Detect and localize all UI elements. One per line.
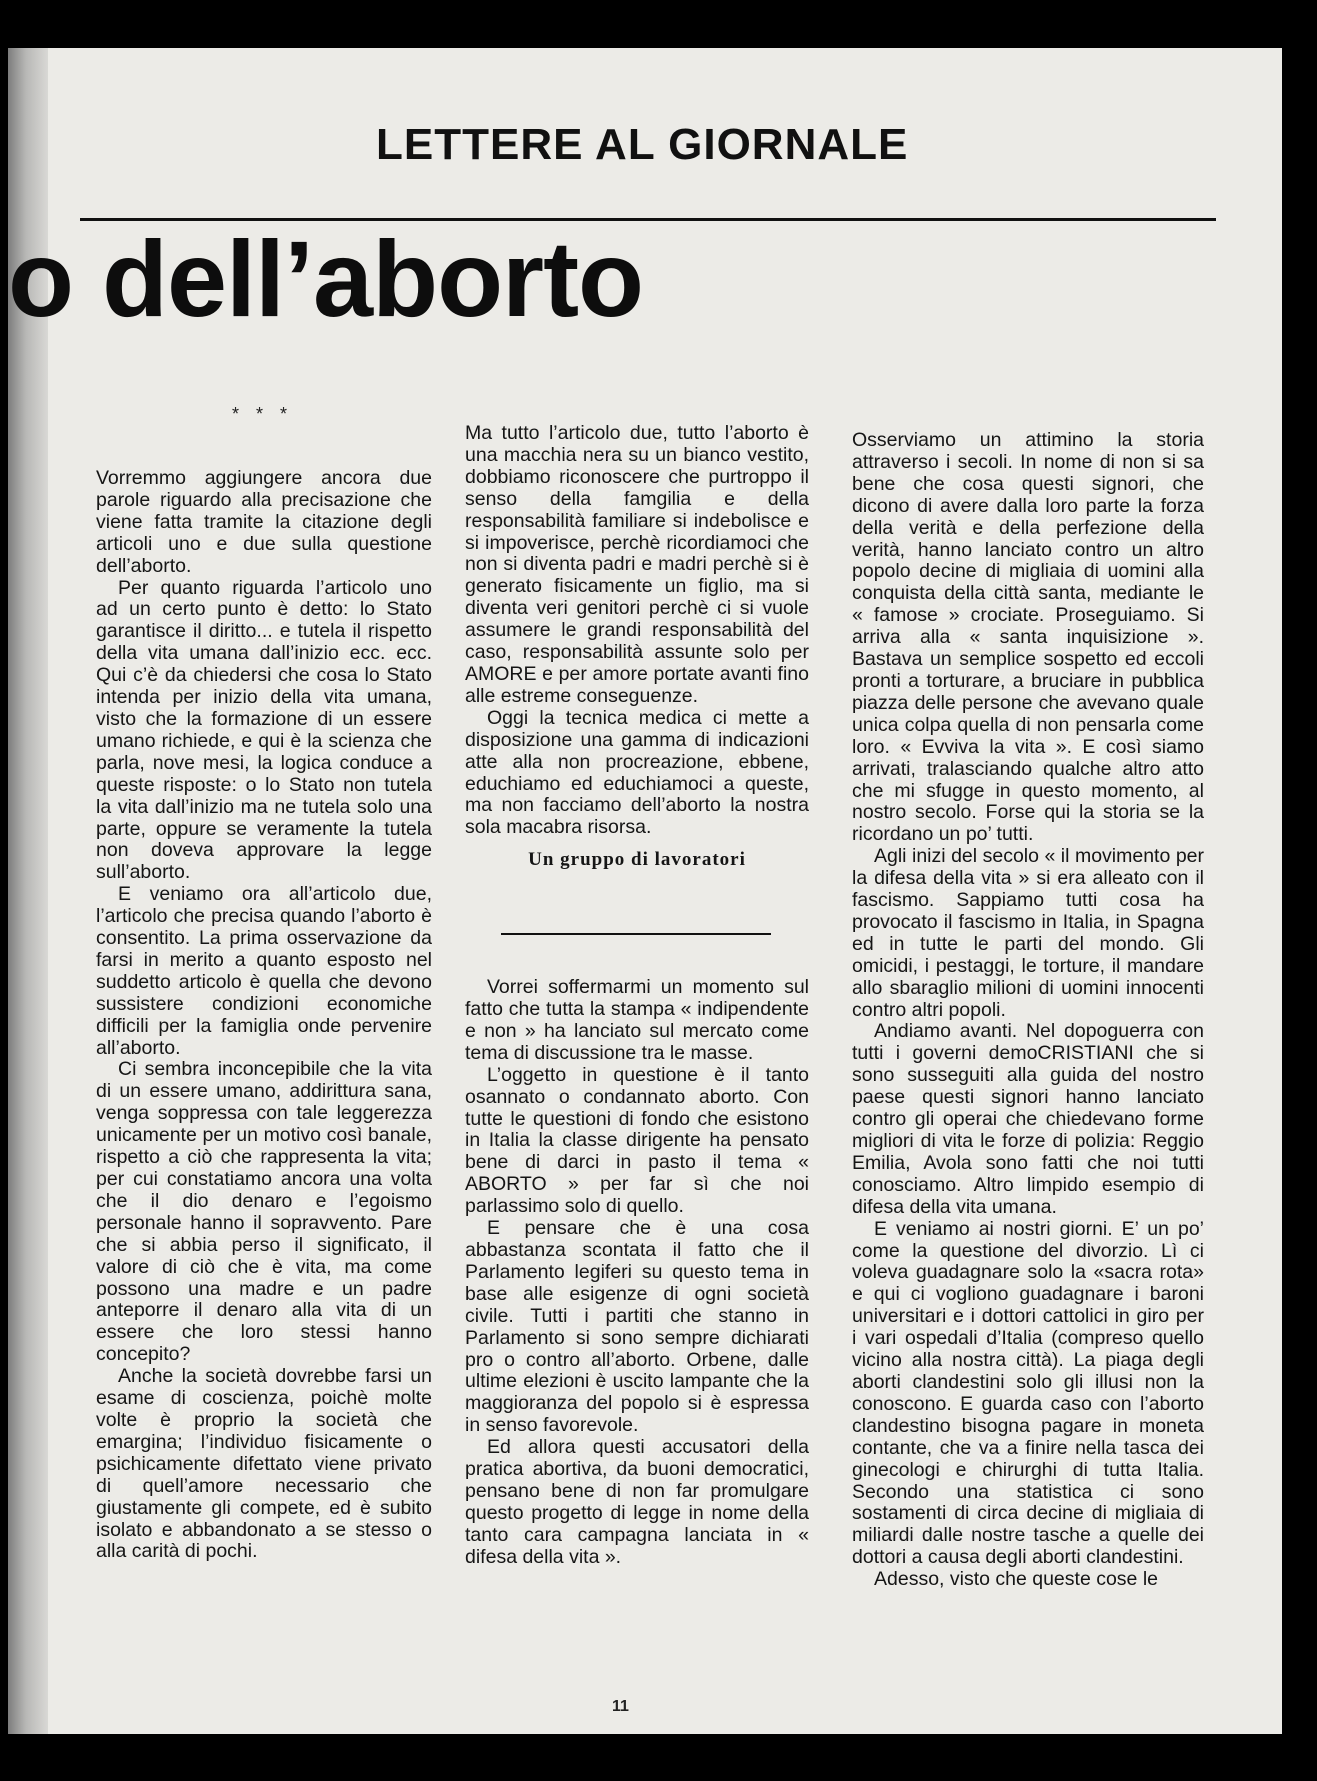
letter2-paragraph: Osserviamo un attimino la storia attraverso i secoli. In nome di non si sa bene che cosa questi signori, che dicono di avere dalla loro parte la forza della verità e della perfezione della verità, hanno lanciato contro un altro popolo decine di migliaia di uomini alla conquista della città santa, mediante le « famose » crociate. Proseguiamo. Si arriva alla « santa inquisizione ». Bastava un semplice sospetto ed eccoli pronti a torturare, a bruciare in pubblica piazza delle persone che avevano quale unica colpa quella di non pensarla come loro. « Evviva la vita ». E così siamo arrivati, tralasciando qualche altro atto che mi sfugge in questo momento, al nostro secolo. Forse qui la storia se la ricordano un po’ tutti. bbox=[852, 429, 1204, 846]
newspaper-page bbox=[8, 48, 1282, 1734]
letter-divider bbox=[501, 933, 771, 935]
page-number: 11 bbox=[612, 1698, 629, 1715]
letter2-paragraph: E veniamo ai nostri giorni. E’ un po’ come la questione del divorzio. Lì ci voleva guadagnare solo la «sacra rota» e qui ci vogliono guadagnare i baroni universitari e i dottori cattolici in giro per i vari ospedali d’Italia (compreso quello vicino alla nostra città). La piaga degli aborti clandestini solo gli illusi non la conoscono. E guarda caso con l’aborto clandestino bisogna pagare in moneta contante, che va a finire nella tasca dei ginecologi e chirurghi di tutta Italia. Secondo una statistica ci sono sostamenti di circa decine di migliaia di miliardi dalle nostre tasche a quelle dei dottori a causa degli aborti clandestini. bbox=[852, 1217, 1204, 1569]
letter2-paragraph: L’oggetto in questione è il tanto osannato o condannato aborto. Con tutte le questioni di fondo che esistono in Italia la classe dirigente ha pensato bene di darci in pasto il tema « ABORTO » per far sì che noi parlassimo solo di quello. bbox=[465, 1063, 809, 1218]
letter2-paragraph: Adesso, visto che queste cose le bbox=[874, 1568, 1158, 1591]
letter1-paragraph: Ci sembra inconcepibile che la vita di un essere umano, addirittura sana, venga soppressa con tale leggerezza unicamente per un motivo così banale, rispetto a ciò che rappresenta la vita; per cui constatiamo ancora una volta che il dio denaro e l’egoismo personale hanno il sopravvento. Pare che si abbia perso il significato, il valore di ciò che è vita, ma come possono una madre e un padre anteporre il denaro alla vita di un essere che loro stessi hanno concepito? bbox=[96, 1058, 432, 1366]
letter1-paragraph: Vorremmo aggiungere ancora due parole riguardo alla precisazione che viene fatta tramite la citazione degli articoli uno e due sulla questione dell’aborto. bbox=[96, 467, 432, 577]
letter1-signature: Un gruppo di lavoratori bbox=[528, 849, 746, 871]
section-separator-stars: * * * bbox=[232, 404, 294, 424]
article-headline: o dell’aborto bbox=[8, 218, 643, 339]
letter1-paragraph: Anche la società dovrebbe farsi un esame di coscienza, poichè molte volte è proprio la società che emargina; l’individuo fisicamente o psichicamente difettato viene privato di quell’amore necessario che giustamente gli compete, ed è subito isolato e abbandonato a se stesso o alla carità di pochi. bbox=[96, 1365, 432, 1563]
column-2 bbox=[465, 423, 809, 1569]
letter2-paragraph: E pensare che è una cosa abbastanza scontata il fatto che il Parlamento legiferi su questo tema in base alle esigenze di ogni società civile. Tutti i partiti che stanno in Parlamento si sono sempre dichiarati pro o contro all’aborto. Orbene, dalle ultime elezioni è uscito lampante che la maggioranza del popolo si è espressa in senso favorevole. bbox=[465, 1217, 809, 1437]
letter1-paragraph: Per quanto riguarda l’articolo uno ad un certo punto è detto: lo Stato garantisce il diritto... e tutela il rispetto della vita umana dall’inizio ecc. ecc. Qui c’è da chiedersi che cosa lo Stato intenda per inizio della vita umana, visto che la formazione di un essere umano richiede, e qui è la scienza che parla, nove mesi, la logica conduce a queste risposte: o lo Stato non tutela la vita dall’inizio ma ne tutela solo una parte, oppure se veramente la tutela non doveva approvare la legge sull’aborto. bbox=[96, 576, 432, 884]
letter1-paragraph: E veniamo ora all’articolo due, l’articolo che precisa quando l’aborto è consentito. La prima osservazione da farsi in merito a quanto esposto nel suddetto articolo è quella che devono sussistere condizioni economiche difficili per la famiglia onde pervenire all’aborto. bbox=[96, 883, 432, 1059]
letter1-paragraph: Ma tutto l’articolo due, tutto l’aborto è una macchia nera su un bianco vestito, dobbiamo riconoscere che purtroppo il senso della famgilia e della responsabilità familiare si indebolisce e si impoverisce, perchè ricordiamoci che non si diventa padri e madri perchè si è generato fisicamente un figlio, ma si diventa veri genitori perchè ci si vuole assumere le grandi responsabilità del caso, responsabilità assunte solo per AMORE e per amore portate avanti fino alle estreme conseguenze. bbox=[465, 422, 809, 707]
letter2-paragraph: Vorrei soffermarmi un momento sul fatto che tutta la stampa « indipendente e non » ha lanciato sul mercato come tema di discussione tra le masse. bbox=[465, 976, 809, 1064]
column-3 bbox=[852, 430, 1204, 1591]
letter1-paragraph: Oggi la tecnica medica ci mette a disposizione una gamma di indicazioni atte alla non procreazione, ebbene, educhiamo ed educhiamoci a queste, ma non facciamo dell’aborto la nostra sola macabra risorsa. bbox=[465, 706, 809, 839]
letter2-paragraph: Andiamo avanti. Nel dopoguerra con tutti i governi demoCRISTIANI che si sono susseguiti alla guida del nostro paese questi signori hanno lanciato contro gli operai che chiedevano forme migliori di vita le forze di polizia: Reggio Emilia, Avola sono fatti che noi tutti conosciamo. Altro limpido esempio di difesa della vita umana. bbox=[852, 1020, 1204, 1218]
section-header bbox=[80, 120, 1216, 220]
letter2-paragraph: Agli inizi del secolo « il movimento per la difesa della vita » si era alleato con il fascismo. Sappiamo tutti cosa ha provocato il fascismo in Italia, in Spagna ed in tutte le parti del mondo. Gli omicidi, i pestaggi, le torture, il mandare allo sbaraglio milioni di uomini innocenti contro altri popoli. bbox=[852, 845, 1204, 1021]
section-title: LETTERE AL GIORNALE bbox=[376, 120, 909, 169]
column-1 bbox=[96, 468, 432, 1563]
letter2-paragraph: Ed allora questi accusatori della pratica abortiva, da buoni democratici, pensano bene di non far promulgare questo progetto di legge in nome della tanto cara campagna lanciata in « difesa della vita ». bbox=[465, 1436, 809, 1568]
